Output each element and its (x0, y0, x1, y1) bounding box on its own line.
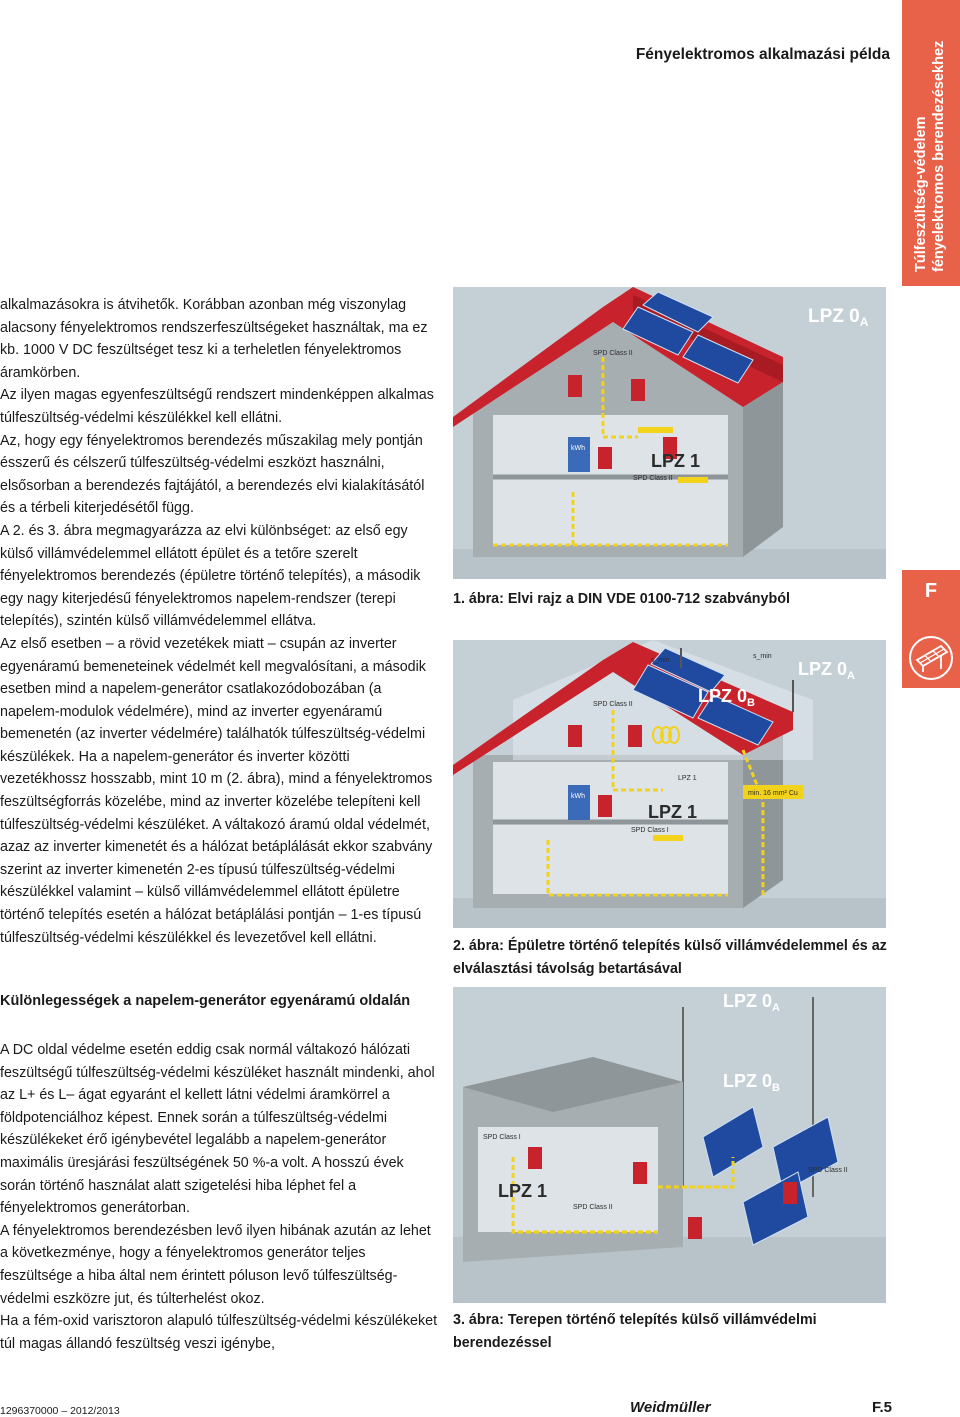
fig1-meter: kWh (571, 445, 585, 452)
figure-3-illustration (453, 987, 886, 1303)
footer-page-number: F.5 (871, 1399, 892, 1416)
figure-1-illustration (453, 287, 886, 579)
fig2-lpz-small: LPZ 1 (678, 775, 697, 782)
side-tab-line1-text: Túlfeszültség-védelem (913, 116, 929, 272)
paragraph-4: A 2. és 3. ábra megmagyarázza az elvi különbséget: az első egy külső villámvédelemmel ellátott épület és a tetőre szerelt fényelektromos berendezés (épületre történő telepítés), a második egy nagy kiterjedésű fényelektromos napelem-rendszer (terepi telepítés), szintén külső villámvédelemmel ellátva. (0, 522, 421, 630)
fig2-spd-class2: SPD Class II (593, 701, 633, 708)
svg-text:LPZ 0A (723, 991, 780, 1014)
fig1-spd-top: SPD Class II (593, 350, 633, 357)
fig2-zone-b-sub: B (747, 697, 755, 709)
side-tab-line2-text: fényelektromos berendezésekhez (931, 40, 947, 272)
figure-2-caption: 2. ábra: Épületre történő telepítés külső villámvédelemmel és az elválasztási távolság betartásával (453, 938, 887, 977)
fig2-zone-b: LPZ 0 (698, 686, 748, 706)
fig2-zone-outer-sub: A (847, 670, 855, 682)
paragraph-8: Ha a fém-oxid varisztoron alapuló túlfeszültség-védelmi készülékeket túl magas állandó feszültség veszi igénybe, (0, 1313, 438, 1352)
page-header-title: Fényelektromos alkalmazási példa (635, 46, 890, 63)
svg-text:LPZ 0B (723, 1071, 780, 1094)
paragraph-7: A fényelektromos berendezésben levő ilyen hibának azután az lehet a következménye, hogy a fényelektromos generátor teljes feszültsége a hiba által nem érintett póluson levő túlfeszültség-védelmi eszközre jut, és túlterhelést okoz. (0, 1222, 431, 1307)
fig2-zone-inner: LPZ 1 (648, 802, 698, 822)
paragraph-3: Az, hogy egy fényelektromos berendezés műszakilag mely pontján ésszerű és célszerű túlfeszültség-védelmi eszközt használni, elsősorban a berendezés fajtájától, a berendezés elvi kialakításától és a térbeli kiterjedésétől függ. (0, 432, 425, 517)
footer-logo: Weidmüller (630, 1399, 711, 1416)
fig2-spd-class1: SPD Class I (631, 827, 669, 834)
svg-text:LPZ 0B (698, 686, 755, 709)
fig1-zone-outer: LPZ 0 (808, 306, 860, 327)
fig2-zone-outer: LPZ 0 (798, 659, 848, 679)
paragraph-6: A DC oldal védelme esetén eddig csak normál váltakozó hálózati feszültségű túlfeszültség-védelmi készüléket használt mindenki, ahol az L+ és L– ágat egyaránt el kellett látni védelmi áramkörrel a földpotenciálhoz képest. Ennek során a túlfeszültség-védelmi készülékeket érő igénybevétel legalább a napelem-generátor maximális üresjárási feszültségének 50 %-a volt. A hosszú évek során történő használat alatt szigetelési hiba léphet fel a fényelektromos generátorban. (0, 1042, 435, 1217)
fig1-spd-mid: SPD Class II (633, 475, 673, 482)
fig3-zone-inner: LPZ 1 (498, 1181, 548, 1201)
solar-panel-icon (909, 636, 953, 680)
paragraph-1: alkalmazásokra is átvihetők. Korábban azonban még viszonylag alacsony fényelektromos rendszerfeszültségeket használtak, ma ez kb. 1000 V DC feszültséget tesz ki a terheletlen fényelektromos áramkörben. (0, 297, 428, 381)
fig1-zone-outer-sub: A (859, 315, 869, 329)
paragraph-5: Az első esetben – a rövid vezetékek miatt – csupán az inverter egyenáramú bemeneteinek védelmét kell megvalósítani, a második esetben mind a napelem-generátor csatlakozódobozában (a napelem-modulok védelmére), mind az inverter egyenáramú bemenetén (az inverter védelmére) találhatók túlfeszültség-védelmi készülékek. Ha a napelem-generátor és inverter közötti vezetékhossz hosszabb, mint 10 m (2. ábra), mind a fényelektromos feszültségforrás közelébe, mind az inverter közelébe telepíteni kell túlfeszültség-védelmi készüléket. A váltakozó áramú oldal védelmét, azaz az inverter kimenetét és a hálózat betáplálását ekkor szabvány szerint az inverter kimenetén 2-es típusú túlfeszültség-védelmi készülékkel valamint – külső villámvédelemmel ellátott épületre történő telepítés esetén a hálózat betáplálási pontján – 1-es típusú túlfeszültség-védelmi készülékkel és levezetővel kell ellátni. (0, 635, 433, 946)
fig3-zone-outer-sub: A (772, 1002, 780, 1014)
paragraph-2: Az ilyen magas egyenfeszültségű rendszert mindenképpen alkalmas túlfeszültség-védelmi készülékkel kell ellátni. (0, 387, 434, 426)
body-column-top (0, 294, 440, 949)
section-letter-tab (902, 570, 960, 688)
fig2-meter: kWh (571, 793, 585, 800)
figure-3-caption: 3. ábra: Terepen történő telepítés külső villámvédelmi berendezéssel (453, 1312, 817, 1351)
fig2-smin-1: s_min (753, 653, 772, 660)
section-letter: F (924, 580, 938, 602)
svg-text:LPZ 0A (808, 306, 869, 329)
svg-text:LPZ 0A (798, 659, 855, 682)
fig3-spd-class2-a: SPD Class II (573, 1204, 613, 1211)
fig2-conductor: min. 16 mm² Cu (748, 790, 798, 797)
section-subheading: Különlegességek a napelem-generátor egyenáramú oldalán (0, 993, 411, 1009)
fig2-smin-2: s_min (651, 657, 670, 664)
figure-1-caption: 1. ábra: Elvi rajz a DIN VDE 0100-712 szabványból (453, 591, 790, 607)
fig3-spd-class2-b: SPD Class II (808, 1167, 848, 1174)
fig3-zone-b: LPZ 0 (723, 1071, 773, 1091)
fig3-zone-outer: LPZ 0 (723, 991, 773, 1011)
fig3-spd-class1: SPD Class I (483, 1134, 521, 1141)
footer-document-code: 1296370000 – 2012/2013 (0, 1405, 120, 1417)
fig1-zone-inner: LPZ 1 (651, 451, 701, 471)
fig3-zone-b-sub: B (772, 1082, 780, 1094)
body-column-bottom (0, 1039, 440, 1355)
figure-2-illustration (453, 640, 886, 928)
